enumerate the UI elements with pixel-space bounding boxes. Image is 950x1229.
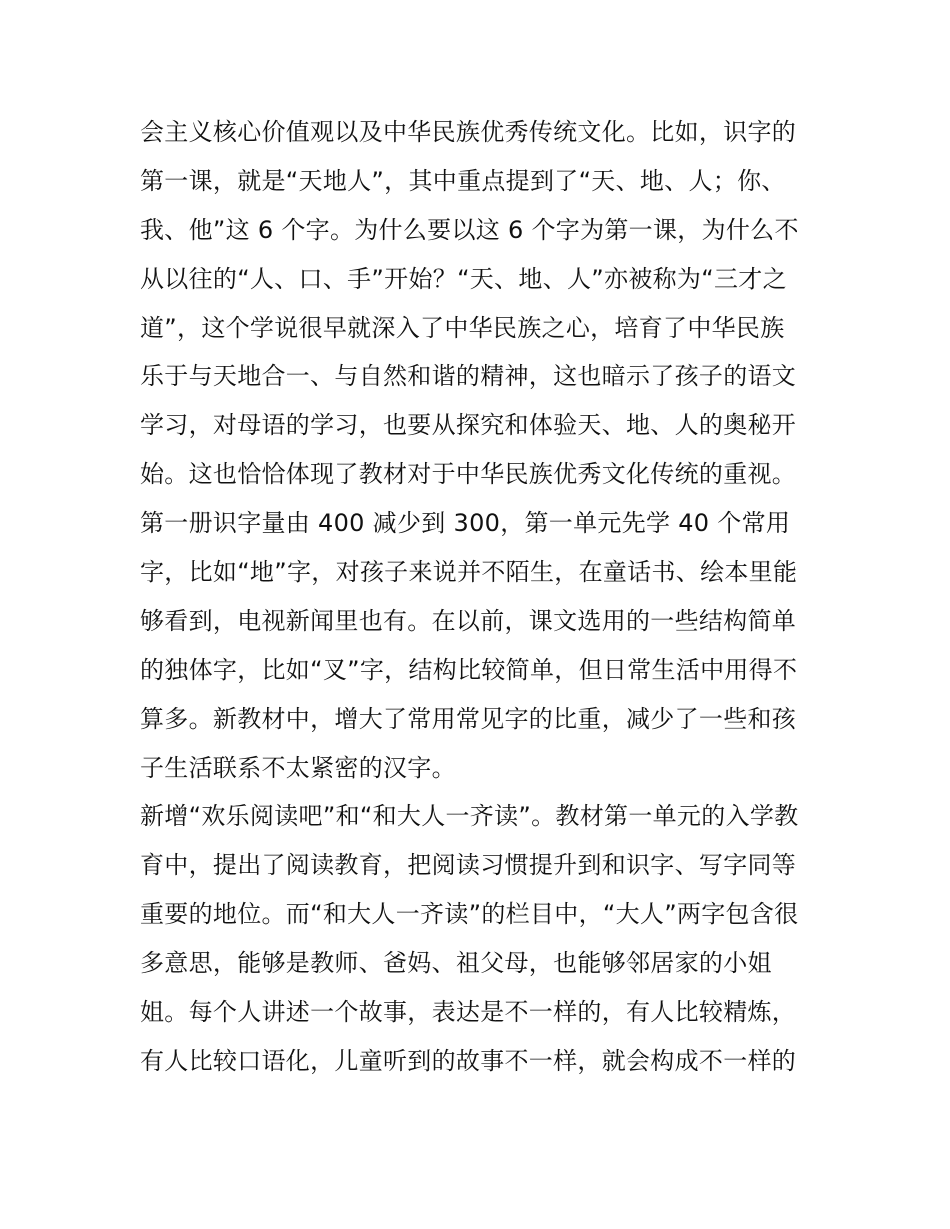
text-line: 从以往的“人、口、手”开始？“天、地、人”亦被称为“三才之 (140, 264, 787, 293)
text-line: 新增“欢乐阅读吧”和“和大人一齐读”。教材第一单元的入学教 (140, 802, 799, 831)
text-line: 字，比如“地”字，对孩子来说并不陌生，在童话书、绘本里能 (140, 558, 798, 587)
text-line: 道”，这个学说很早就深入了中华民族之心，培育了中华民族 (140, 313, 785, 342)
text-line: 育中，提出了阅读教育，把阅读习惯提升到和识字、写字同等 (140, 851, 797, 880)
text-line: 有人比较口语化，儿童听到的故事不一样，就会构成不一样的 (140, 1046, 797, 1075)
text-line: 算多。新教材中，增大了常用常见字的比重，减少了一些和孩 (140, 704, 797, 733)
text-line: 重要的地位。而“和大人一齐读”的栏目中，“大人”两字包含很 (140, 900, 799, 929)
body-text (140, 108, 830, 1086)
text-line: 姐。每个人讲述一个故事，表达是不一样的，有人比较精炼， (140, 998, 797, 1027)
text-line: 始。这也恰恰体现了教材对于中华民族优秀文化传统的重视。 (140, 460, 797, 489)
text-line: 子生活联系不太紧密的汉字。 (140, 753, 456, 782)
text-line: 的独体字，比如“叉”字，结构比较简单，但日常生活中用得不 (140, 655, 798, 684)
text-line: 多意思，能够是教师、爸妈、祖父母，也能够邻居家的小姐 (140, 949, 772, 978)
text-line: 第一册识字量由 400 减少到 300，第一单元先学 40 个常用 (140, 509, 791, 538)
text-line: 会主义核心价值观以及中华民族优秀传统文化。比如，识字的 (140, 118, 797, 146)
text-line: 乐于与天地合一、与自然和谐的精神，这也暗示了孩子的语文 (140, 362, 797, 391)
text-line: 学习，对母语的学习，也要从探究和体验天、地、人的奥秘开 (140, 411, 797, 440)
text-line: 我、他”这 6 个字。为什么要以这 6 个字为第一课，为什么不 (140, 215, 799, 244)
text-line: 够看到，电视新闻里也有。在以前，课文选用的一些结构简单 (140, 606, 797, 635)
text-line: 第一课，就是“天地人”，其中重点提到了“天、地、人；你、 (140, 166, 786, 195)
